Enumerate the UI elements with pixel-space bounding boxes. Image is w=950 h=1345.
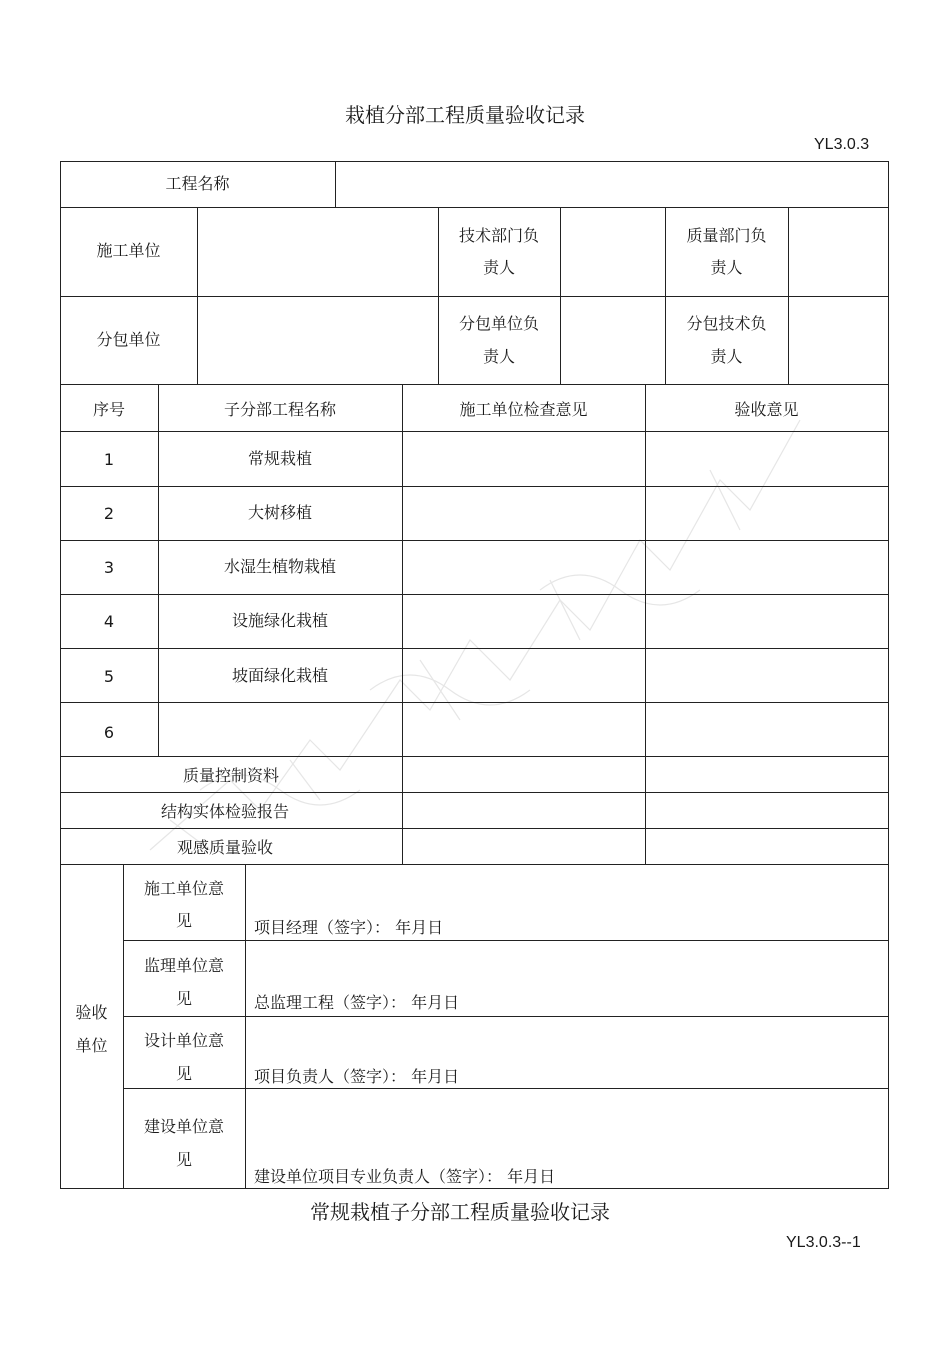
rule — [60, 384, 889, 385]
table-row-no: 5 — [103, 667, 115, 686]
rule — [560, 207, 561, 384]
structural-inspection-report-label: 结构实体检验报告 — [160, 802, 289, 821]
rule — [60, 756, 889, 757]
rule — [645, 384, 646, 864]
rule — [60, 431, 889, 432]
quality-control-docs-label: 质量控制资料 — [182, 766, 279, 785]
table-row-no: 3 — [103, 558, 115, 577]
table-border-bottom — [60, 1188, 889, 1189]
rule — [60, 540, 889, 541]
rule — [60, 648, 889, 649]
quality-head-label-line1: 质量部门负 — [686, 226, 767, 245]
form-code: YL3.0.3 — [814, 136, 870, 153]
table-row-no: 2 — [103, 504, 115, 523]
header-contractor-opinion: 施工单位检查意见 — [459, 400, 588, 419]
sub-tech-label-line2: 责人 — [710, 347, 743, 366]
rule — [60, 864, 889, 865]
rule — [60, 792, 889, 793]
rule — [123, 1088, 889, 1089]
owner-opinion-label-line1: 建设单位意 — [143, 1117, 224, 1136]
owner-opinion-label-line2: 见 — [175, 1150, 192, 1169]
construction-unit-label: 施工单位 — [96, 241, 161, 260]
rule — [60, 828, 889, 829]
acceptance-units-label-line1: 验收 — [75, 1003, 108, 1022]
table-row-name: 水湿生植物栽植 — [223, 557, 336, 576]
designer-signature-line: 项目负责人（签字）： 年月日 — [254, 1067, 460, 1086]
contractor-opinion-label-line2: 见 — [175, 911, 192, 930]
project-name-label: 工程名称 — [165, 174, 230, 193]
tech-head-label-line2: 责人 — [482, 258, 515, 277]
header-acceptance-opinion: 验收意见 — [734, 400, 799, 419]
rule — [197, 207, 198, 384]
rule — [60, 486, 889, 487]
sub-head-label-line1: 分包单位负 — [458, 314, 539, 333]
rule — [60, 594, 889, 595]
header-subdivision-name: 子分部工程名称 — [223, 400, 336, 419]
table-row-name: 坡面绿化栽植 — [231, 666, 328, 685]
table-row-name: 大树移植 — [247, 503, 312, 522]
page-title: 栽植分部工程质量验收记录 — [345, 103, 585, 127]
supervisor-opinion-label-line2: 见 — [175, 989, 192, 1008]
header-no: 序号 — [92, 400, 125, 419]
table-row-name: 常规栽植 — [247, 449, 312, 468]
sub-tech-label-line1: 分包技术负 — [686, 314, 767, 333]
next-form-code: YL3.0.3--1 — [786, 1234, 861, 1251]
tech-head-label-line1: 技术部门负 — [458, 226, 539, 245]
contractor-signature-line: 项目经理（签字）： 年月日 — [254, 918, 444, 937]
rule — [245, 864, 246, 1188]
owner-signature-line: 建设单位项目专业负责人（签字）： 年月日 — [254, 1167, 556, 1186]
rule — [60, 702, 889, 703]
table-border-right — [888, 161, 889, 1188]
designer-opinion-label-line1: 设计单位意 — [143, 1031, 224, 1050]
rule — [788, 207, 789, 384]
rule — [60, 207, 889, 208]
rule — [335, 161, 336, 207]
rule — [60, 296, 889, 297]
designer-opinion-label-line2: 见 — [175, 1064, 192, 1083]
rule — [123, 1016, 889, 1017]
sub-head-label-line2: 责人 — [482, 347, 515, 366]
contractor-opinion-label-line1: 施工单位意 — [143, 879, 224, 898]
acceptance-units-label-line2: 单位 — [75, 1036, 108, 1055]
subcontract-unit-label: 分包单位 — [96, 330, 161, 349]
supervisor-opinion-label-line1: 监理单位意 — [143, 956, 224, 975]
table-row-no: 4 — [103, 612, 115, 631]
next-form-title: 常规栽植子分部工程质量验收记录 — [310, 1200, 610, 1224]
rule — [402, 384, 403, 864]
visual-quality-acceptance-label: 观感质量验收 — [176, 838, 273, 857]
table-row-name: 设施绿化栽植 — [231, 611, 328, 630]
rule — [123, 940, 889, 941]
table-border-top — [60, 161, 889, 162]
quality-head-label-line2: 责人 — [710, 258, 743, 277]
supervisor-signature-line: 总监理工程（签字）： 年月日 — [254, 993, 460, 1012]
table-row-no: 6 — [103, 723, 115, 742]
table-row-no: 1 — [103, 450, 115, 469]
